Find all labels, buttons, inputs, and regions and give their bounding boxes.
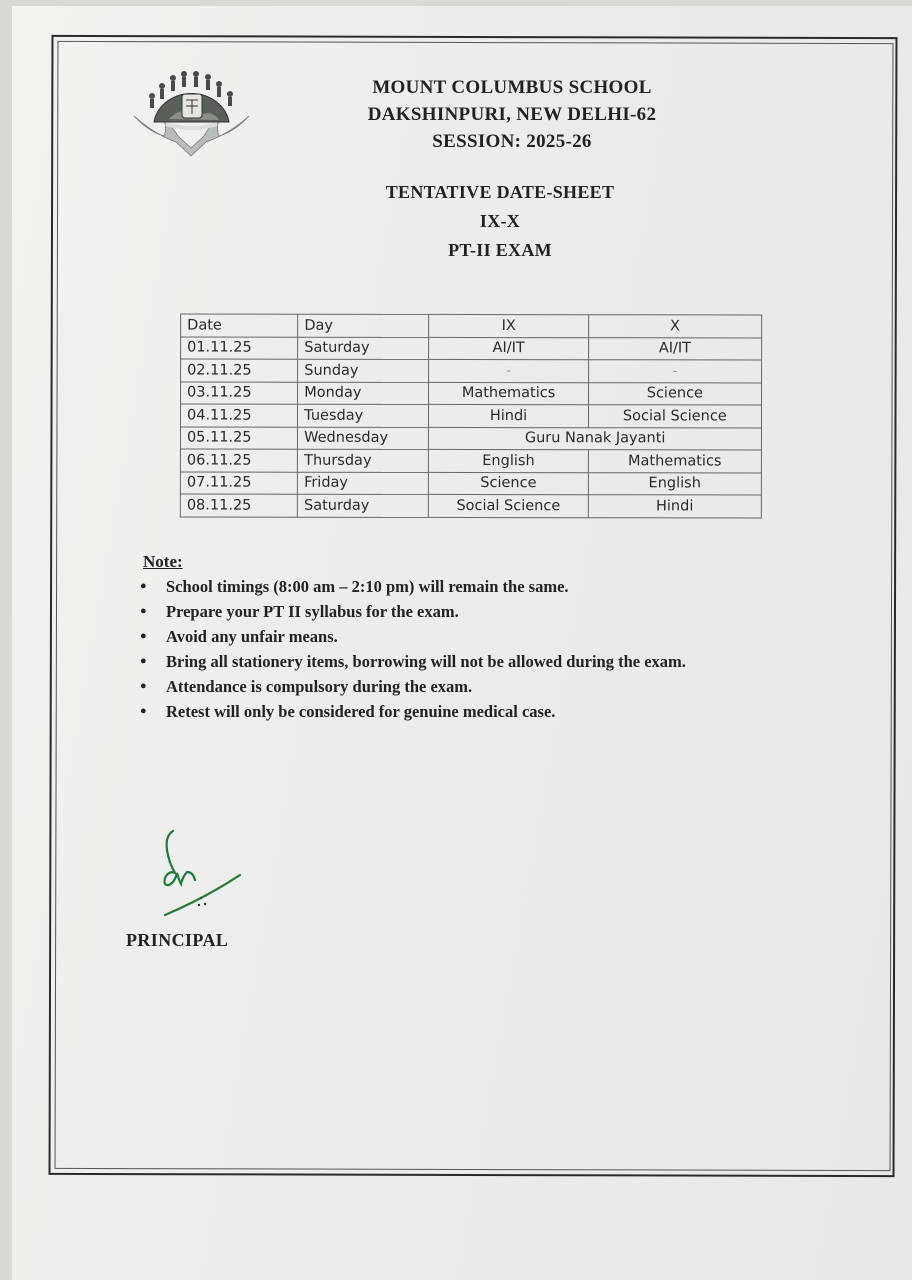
cell-date: 02.11.25	[181, 359, 298, 382]
note-item: ● Prepare your PT II syllabus for the exam.	[140, 599, 780, 624]
cell-date: 01.11.25	[181, 336, 298, 359]
cell-ix: AI/IT	[429, 337, 588, 360]
header-x: X	[588, 315, 761, 338]
cell-x: Science	[588, 382, 761, 405]
school-session: SESSION: 2025-26	[432, 131, 592, 152]
cell-x: AI/IT	[588, 337, 761, 360]
cell-ix: Science	[429, 472, 588, 495]
cell-x: Hindi	[588, 495, 761, 518]
cell-day: Tuesday	[298, 404, 429, 427]
cell-ix: -	[429, 359, 588, 382]
table-row	[180, 449, 761, 473]
note-item: ● School timings (8:00 am – 2:10 pm) will remain the same.	[140, 574, 780, 599]
cell-x: -	[588, 360, 761, 383]
signature-icon	[155, 828, 255, 923]
cell-date: 07.11.25	[180, 471, 297, 494]
sheet-title: TENTATIVE DATE-SHEET	[385, 182, 615, 202]
school-name: MOUNT COLUMBUS SCHOOL	[372, 77, 652, 98]
cell-ix: Mathematics	[429, 382, 588, 405]
date-sheet-table	[180, 313, 762, 518]
cell-day: Thursday	[298, 449, 429, 472]
cell-day: Friday	[298, 472, 429, 495]
cell-day: Saturday	[298, 494, 429, 517]
cell-ix: English	[429, 449, 588, 472]
header-ix: IX	[429, 314, 588, 337]
cell-day: Sunday	[298, 359, 429, 382]
table-row	[181, 336, 762, 360]
cell-date: 06.11.25	[180, 449, 297, 472]
cell-x: Mathematics	[588, 450, 761, 473]
sheet-exam: PT-II EXAM	[448, 240, 552, 260]
note-item: ● Bring all stationery items, borrowing will not be allowed during the exam.	[140, 649, 780, 674]
table-header-row	[181, 314, 762, 338]
cell-day: Wednesday	[298, 427, 429, 450]
cell-x: English	[588, 472, 761, 495]
cell-ix: Social Science	[429, 494, 588, 517]
cell-x: Social Science	[588, 405, 761, 428]
note-item: ● Attendance is compulsory during the exam.	[140, 674, 780, 699]
cell-date: 04.11.25	[180, 404, 297, 427]
note-list	[140, 574, 780, 724]
cell-holiday: Guru Nanak Jayanti	[429, 427, 762, 450]
header-date: Date	[181, 314, 298, 337]
table-row	[180, 494, 761, 518]
note-item: ● Avoid any unfair means.	[140, 624, 780, 649]
note-title: Note:	[143, 552, 183, 571]
header-day: Day	[298, 314, 429, 337]
table-row	[181, 359, 762, 383]
school-header	[342, 74, 682, 155]
cell-day: Monday	[298, 382, 429, 405]
table-row	[181, 381, 762, 405]
table-row	[180, 471, 761, 495]
note-item: ● Retest will only be considered for genuine medical case.	[140, 699, 780, 724]
table-row	[180, 404, 761, 428]
cell-date: 08.11.25	[180, 494, 297, 517]
sheet-heading	[340, 178, 660, 265]
cell-date: 05.11.25	[180, 426, 297, 449]
sheet-classes: IX-X	[479, 211, 521, 231]
cell-ix: Hindi	[429, 404, 588, 427]
school-address: DAKSHINPURI, NEW DELHI-62	[367, 104, 657, 125]
cell-date: 03.11.25	[181, 381, 298, 404]
table-row	[180, 426, 761, 450]
principal-label: PRINCIPAL	[126, 930, 229, 950]
cell-day: Saturday	[298, 337, 429, 360]
school-logo-icon	[124, 64, 259, 159]
